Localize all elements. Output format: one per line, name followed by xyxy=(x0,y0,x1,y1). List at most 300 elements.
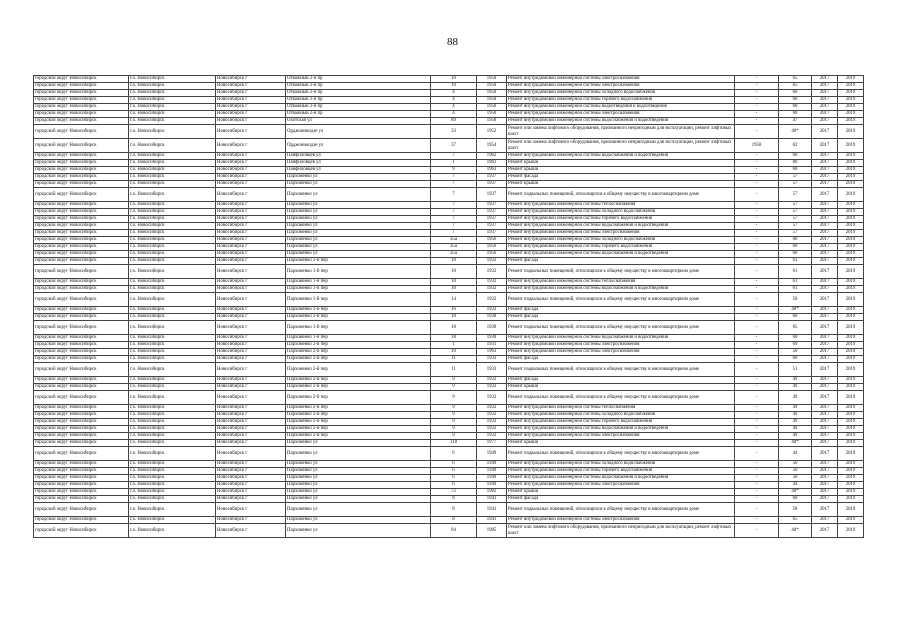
year-cell: 1933 xyxy=(477,356,507,363)
end-year-cell: 2019 xyxy=(838,321,864,335)
street-cell: Пархоменко ул xyxy=(286,181,431,188)
start-year-cell: 2017 xyxy=(812,139,838,153)
area-cell: - xyxy=(735,97,779,104)
work-cell: Ремонт фасада xyxy=(507,174,735,181)
end-year-cell: 2019 xyxy=(838,482,864,489)
house-cell: 6 xyxy=(431,475,477,482)
value-cell: 61 xyxy=(779,258,812,265)
house-cell: 9 xyxy=(431,384,477,391)
street-cell: Пархоменко 2-й пер xyxy=(286,377,431,384)
year-cell: 1956 xyxy=(477,244,507,251)
house-cell: 10 xyxy=(431,83,477,90)
area-cell: - xyxy=(735,279,779,286)
year-cell: 1956 xyxy=(477,237,507,244)
settlement-cell: г.о. Новосибирск xyxy=(129,461,216,468)
house-cell: 10 xyxy=(431,258,477,265)
work-cell: Ремонт внутридомовой инженерной системы электроснабжения xyxy=(507,76,735,83)
street-cell: Пархоменко ул xyxy=(286,475,431,482)
settlement-cell: г.о. Новосибирск xyxy=(129,223,216,230)
street-cell: Пархоменко 1-й пер xyxy=(286,314,431,321)
city-cell: Новосибирск г xyxy=(216,237,286,244)
end-year-cell: 2019 xyxy=(838,412,864,419)
area-cell: - xyxy=(735,111,779,118)
year-cell: 1958 xyxy=(477,118,507,125)
year-cell: 1937 xyxy=(477,209,507,216)
year-cell: 1941 xyxy=(477,503,507,517)
area-cell: - xyxy=(735,496,779,503)
start-year-cell: 2017 xyxy=(812,405,838,412)
street-cell: Пархоменко ул xyxy=(286,503,431,517)
end-year-cell: 2019 xyxy=(838,181,864,188)
year-cell: 1937 xyxy=(477,230,507,237)
start-year-cell: 2017 xyxy=(812,524,838,538)
end-year-cell: 2019 xyxy=(838,293,864,307)
area-cell: - xyxy=(735,76,779,83)
table-row xyxy=(34,391,864,405)
end-year-cell: 2019 xyxy=(838,153,864,160)
year-cell: 1937 xyxy=(477,181,507,188)
settlement-cell: г.о. Новосибирск xyxy=(129,76,216,83)
table-row xyxy=(34,384,864,391)
street-cell: Пархоменко ул xyxy=(286,440,431,447)
street-cell: Пархоменко ул xyxy=(286,251,431,258)
municipality-cell: городской округ Новосибирск xyxy=(34,153,129,160)
start-year-cell: 2017 xyxy=(812,286,838,293)
street-cell: Пархоменко 1-й пер xyxy=(286,321,431,335)
street-cell: Пархоменко ул xyxy=(286,216,431,223)
street-cell: Пархоменко 2-й пер xyxy=(286,342,431,349)
area-cell: - xyxy=(735,363,779,377)
end-year-cell: 2019 xyxy=(838,356,864,363)
settlement-cell: г.о. Новосибирск xyxy=(129,342,216,349)
end-year-cell: 2019 xyxy=(838,111,864,118)
area-cell: - xyxy=(735,342,779,349)
settlement-cell: г.о. Новосибирск xyxy=(129,412,216,419)
settlement-cell: г.о. Новосибирск xyxy=(129,433,216,440)
area-cell: - xyxy=(735,489,779,496)
start-year-cell: 2017 xyxy=(812,237,838,244)
start-year-cell: 2017 xyxy=(812,447,838,461)
street-cell: Пархоменко ул xyxy=(286,489,431,496)
municipality-cell: городской округ Новосибирск xyxy=(34,125,129,139)
city-cell: Новосибирск г xyxy=(216,174,286,181)
value-cell: 40* xyxy=(779,125,812,139)
area-cell: - xyxy=(735,83,779,90)
value-cell: 60 xyxy=(779,167,812,174)
municipality-cell: городской округ Новосибирск xyxy=(34,97,129,104)
work-cell: Ремонт подвальных помещений, относящихся к общему имуществу в многоквартирном доме xyxy=(507,503,735,517)
street-cell: Отважный 2-й пр xyxy=(286,111,431,118)
work-cell: Ремонт внутридомовой инженерной системы холодного водоснабжения xyxy=(507,209,735,216)
table-row xyxy=(34,181,864,188)
area-cell: - xyxy=(735,251,779,258)
end-year-cell: 2019 xyxy=(838,160,864,167)
table-row xyxy=(34,475,864,482)
table-row xyxy=(34,97,864,104)
value-cell: 60 xyxy=(779,251,812,258)
work-cell: Ремонт внутридомовой инженерной системы горячего водоснабжения xyxy=(507,244,735,251)
street-cell: Пархоменко 1-й пер xyxy=(286,307,431,314)
street-cell: Панфиловцев ул xyxy=(286,153,431,160)
house-cell: 11 xyxy=(431,356,477,363)
municipality-cell: городской округ Новосибирск xyxy=(34,237,129,244)
municipality-cell: городской округ Новосибирск xyxy=(34,482,129,489)
area-cell: - xyxy=(735,321,779,335)
value-cell: 65 xyxy=(779,83,812,90)
work-cell: Ремонт внутридомовой инженерной системы холодного водоснабжения xyxy=(507,237,735,244)
city-cell: Новосибирск г xyxy=(216,468,286,475)
end-year-cell: 2019 xyxy=(838,384,864,391)
house-cell: 14 xyxy=(431,293,477,307)
value-cell: 60 xyxy=(779,90,812,97)
municipality-cell: городской округ Новосибирск xyxy=(34,118,129,125)
settlement-cell: г.о. Новосибирск xyxy=(129,209,216,216)
value-cell: 40* xyxy=(779,524,812,538)
start-year-cell: 2017 xyxy=(812,356,838,363)
table-row xyxy=(34,160,864,167)
settlement-cell: г.о. Новосибирск xyxy=(129,377,216,384)
settlement-cell: г.о. Новосибирск xyxy=(129,181,216,188)
year-cell: 1933 xyxy=(477,363,507,377)
municipality-cell: городской округ Новосибирск xyxy=(34,524,129,538)
year-cell: 1932 xyxy=(477,405,507,412)
year-cell: 1937 xyxy=(477,188,507,202)
work-cell: Ремонт подвальных помещений, относящихся к общему имуществу в многоквартирном доме xyxy=(507,363,735,377)
end-year-cell: 2019 xyxy=(838,307,864,314)
house-cell: 7 xyxy=(431,230,477,237)
city-cell: Новосибирск г xyxy=(216,90,286,97)
settlement-cell: г.о. Новосибирск xyxy=(129,230,216,237)
municipality-cell: городской округ Новосибирск xyxy=(34,286,129,293)
municipality-cell: городской округ Новосибирск xyxy=(34,461,129,468)
house-cell: 1 xyxy=(431,342,477,349)
settlement-cell: г.о. Новосибирск xyxy=(129,349,216,356)
table-row xyxy=(34,426,864,433)
work-cell: Ремонт внутридомовой инженерной системы электроснабжения xyxy=(507,433,735,440)
area-cell: - xyxy=(735,244,779,251)
municipality-cell: городской округ Новосибирск xyxy=(34,76,129,83)
settlement-cell: г.о. Новосибирск xyxy=(129,524,216,538)
end-year-cell: 2019 xyxy=(838,90,864,97)
year-cell: 1950 xyxy=(477,76,507,83)
city-cell: Новосибирск г xyxy=(216,167,286,174)
street-cell: Панфиловцев ул xyxy=(286,160,431,167)
settlement-cell: г.о. Новосибирск xyxy=(129,517,216,524)
city-cell: Новосибирск г xyxy=(216,503,286,517)
work-cell: Ремонт крыши xyxy=(507,181,735,188)
value-cell: 51 xyxy=(779,363,812,377)
end-year-cell: 2019 xyxy=(838,503,864,517)
table-row xyxy=(34,342,864,349)
house-cell: 7 xyxy=(431,174,477,181)
settlement-cell: г.о. Новосибирск xyxy=(129,384,216,391)
city-cell: Новосибирск г xyxy=(216,426,286,433)
start-year-cell: 2017 xyxy=(812,482,838,489)
street-cell: Пархоменко ул xyxy=(286,524,431,538)
start-year-cell: 2017 xyxy=(812,363,838,377)
house-cell: 9 xyxy=(431,391,477,405)
work-cell: Ремонт внутридомовой инженерной системы водоснабжения и водоотведения xyxy=(507,286,735,293)
settlement-cell: г.о. Новосибирск xyxy=(129,118,216,125)
table-row xyxy=(34,286,864,293)
work-cell: Ремонт внутридомовой инженерной системы теплоснабжения xyxy=(507,202,735,209)
house-cell: 6 xyxy=(431,468,477,475)
year-cell: 1937 xyxy=(477,202,507,209)
municipality-cell: городской округ Новосибирск xyxy=(34,335,129,342)
table-row xyxy=(34,363,864,377)
start-year-cell: 2017 xyxy=(812,223,838,230)
house-cell: 18 xyxy=(431,321,477,335)
work-cell: Ремонт внутридомовой инженерной системы водоотведения и водоотведения xyxy=(507,104,735,111)
house-cell: 11 xyxy=(431,363,477,377)
settlement-cell: г.о. Новосибирск xyxy=(129,279,216,286)
house-cell: 8 xyxy=(431,503,477,517)
street-cell: Пархоменко 2-й пер xyxy=(286,356,431,363)
area-cell: - xyxy=(735,412,779,419)
city-cell: Новосибирск г xyxy=(216,405,286,412)
city-cell: Новосибирск г xyxy=(216,447,286,461)
table-row xyxy=(34,433,864,440)
value-cell: 50 xyxy=(779,475,812,482)
municipality-cell: городской округ Новосибирск xyxy=(34,356,129,363)
street-cell: Орджоникидзе ул xyxy=(286,125,431,139)
table-row xyxy=(34,524,864,538)
work-cell: Ремонт крыши xyxy=(507,160,735,167)
work-cell: Ремонт подвальных помещений, относящихся к общему имуществу в многоквартирном доме xyxy=(507,447,735,461)
house-cell: 35а xyxy=(431,251,477,258)
settlement-cell: г.о. Новосибирск xyxy=(129,447,216,461)
year-cell: 1937 xyxy=(477,174,507,181)
start-year-cell: 2017 xyxy=(812,412,838,419)
table-row xyxy=(34,139,864,153)
value-cell: 50 xyxy=(779,293,812,307)
city-cell: Новосибирск г xyxy=(216,286,286,293)
year-cell: 1963 xyxy=(477,167,507,174)
city-cell: Новосибирск г xyxy=(216,125,286,139)
work-cell: Ремонт внутридомовой инженерной системы водоснабжения и водоотведения xyxy=(507,335,735,342)
city-cell: Новосибирск г xyxy=(216,412,286,419)
year-cell: 1932 xyxy=(477,286,507,293)
value-cell: 50 xyxy=(779,468,812,475)
value-cell: 49 xyxy=(779,384,812,391)
table-row xyxy=(34,104,864,111)
street-cell: Пархоменко 2-й пер xyxy=(286,405,431,412)
area-cell: - xyxy=(735,209,779,216)
work-cell: Ремонт внутридомовой инженерной системы водоснабжения и водоотведения xyxy=(507,118,735,125)
municipality-cell: городской округ Новосибирск xyxy=(34,419,129,426)
year-cell: 1949 xyxy=(477,447,507,461)
end-year-cell: 2019 xyxy=(838,314,864,321)
start-year-cell: 2017 xyxy=(812,265,838,279)
value-cell: 65 xyxy=(779,76,812,83)
value-cell: 61 xyxy=(779,286,812,293)
value-cell: 69 xyxy=(779,342,812,349)
municipality-cell: городской округ Новосибирск xyxy=(34,139,129,153)
municipality-cell: городской округ Новосибирск xyxy=(34,251,129,258)
street-cell: Пархоменко ул xyxy=(286,174,431,181)
area-cell: - xyxy=(735,104,779,111)
street-cell: Пархоменко 2-й пер xyxy=(286,363,431,377)
start-year-cell: 2017 xyxy=(812,202,838,209)
value-cell: 60 xyxy=(779,111,812,118)
table-row xyxy=(34,496,864,503)
settlement-cell: г.о. Новосибирск xyxy=(129,174,216,181)
city-cell: Новосибирск г xyxy=(216,391,286,405)
year-cell: 1952 xyxy=(477,125,507,139)
settlement-cell: г.о. Новосибирск xyxy=(129,405,216,412)
start-year-cell: 2017 xyxy=(812,153,838,160)
value-cell: 65 xyxy=(779,517,812,524)
year-cell: 1937 xyxy=(477,216,507,223)
start-year-cell: 2017 xyxy=(812,342,838,349)
year-cell: 1932 xyxy=(477,265,507,279)
year-cell: 1949 xyxy=(477,475,507,482)
year-cell: 1961 xyxy=(477,160,507,167)
city-cell: Новосибирск г xyxy=(216,244,286,251)
end-year-cell: 2019 xyxy=(838,265,864,279)
start-year-cell: 2017 xyxy=(812,426,838,433)
year-cell: 1962 xyxy=(477,153,507,160)
value-cell: 40* xyxy=(779,489,812,496)
municipality-cell: городской округ Новосибирск xyxy=(34,209,129,216)
value-cell: 40* xyxy=(779,440,812,447)
end-year-cell: 2019 xyxy=(838,244,864,251)
year-cell: 1937 xyxy=(477,223,507,230)
city-cell: Новосибирск г xyxy=(216,251,286,258)
area-cell: - xyxy=(735,349,779,356)
value-cell: 49 xyxy=(779,433,812,440)
end-year-cell: 2019 xyxy=(838,83,864,90)
street-cell: Пархоменко ул xyxy=(286,244,431,251)
work-cell: Ремонт внутридомовой инженерной системы электроснабжения xyxy=(507,349,735,356)
house-cell: 8 xyxy=(431,517,477,524)
work-cell: Ремонт или замена лифтового оборудования, признанного непригодным для эксплуатации, ремонт лифтовых шахт xyxy=(507,524,735,538)
house-cell: 10 xyxy=(431,265,477,279)
area-cell: - xyxy=(735,426,779,433)
table-row xyxy=(34,349,864,356)
municipality-cell: городской округ Новосибирск xyxy=(34,349,129,356)
work-cell: Ремонт фасада xyxy=(507,496,735,503)
street-cell: Пархоменко ул xyxy=(286,237,431,244)
start-year-cell: 2017 xyxy=(812,216,838,223)
start-year-cell: 2017 xyxy=(812,468,838,475)
city-cell: Новосибирск г xyxy=(216,97,286,104)
work-cell: Ремонт внутридомовой инженерной системы водоснабжения и водоотведения xyxy=(507,223,735,230)
work-cell: Ремонт внутридомовой инженерной системы горячего водоснабжения xyxy=(507,419,735,426)
end-year-cell: 2019 xyxy=(838,468,864,475)
settlement-cell: г.о. Новосибирск xyxy=(129,216,216,223)
value-cell: 60 xyxy=(779,244,812,251)
city-cell: Новосибирск г xyxy=(216,230,286,237)
end-year-cell: 2019 xyxy=(838,223,864,230)
house-cell: 6 xyxy=(431,447,477,461)
year-cell: 1950 xyxy=(477,97,507,104)
value-cell: 57 xyxy=(779,202,812,209)
street-cell: Отважный 2-й пр xyxy=(286,76,431,83)
start-year-cell: 2017 xyxy=(812,244,838,251)
work-cell: Ремонт внутридомовой инженерной системы электроснабжения xyxy=(507,517,735,524)
area-cell: - xyxy=(735,125,779,139)
year-cell: 1932 xyxy=(477,258,507,265)
value-cell: 65 xyxy=(779,321,812,335)
municipality-cell: городской округ Новосибирск xyxy=(34,188,129,202)
street-cell: Пархоменко ул xyxy=(286,223,431,230)
city-cell: Новосибирск г xyxy=(216,153,286,160)
street-cell: Пархоменко ул xyxy=(286,461,431,468)
street-cell: Орджоникидзе ул xyxy=(286,139,431,153)
year-cell: 1963 xyxy=(477,349,507,356)
start-year-cell: 2017 xyxy=(812,475,838,482)
start-year-cell: 2017 xyxy=(812,307,838,314)
city-cell: Новосибирск г xyxy=(216,209,286,216)
work-cell: Ремонт внутридомовой инженерной системы электроснабжения xyxy=(507,230,735,237)
page-number: 88 xyxy=(447,36,458,48)
house-cell: 35а xyxy=(431,244,477,251)
area-cell: - xyxy=(735,433,779,440)
street-cell: Пархоменко ул xyxy=(286,517,431,524)
settlement-cell: г.о. Новосибирск xyxy=(129,167,216,174)
work-cell: Ремонт подвальных помещений, относящихся к общему имуществу в многоквартирном доме xyxy=(507,391,735,405)
start-year-cell: 2017 xyxy=(812,251,838,258)
city-cell: Новосибирск г xyxy=(216,419,286,426)
start-year-cell: 2017 xyxy=(812,391,838,405)
work-cell: Ремонт подвальных помещений, относящихся к общему имуществу в многоквартирном доме xyxy=(507,265,735,279)
start-year-cell: 2017 xyxy=(812,167,838,174)
street-cell: Пархоменко ул xyxy=(286,230,431,237)
house-cell: 72 xyxy=(431,489,477,496)
house-cell: 118 xyxy=(431,440,477,447)
area-cell: - xyxy=(735,524,779,538)
house-cell: 35а xyxy=(431,237,477,244)
settlement-cell: г.о. Новосибирск xyxy=(129,496,216,503)
table-row xyxy=(34,202,864,209)
settlement-cell: г.о. Новосибирск xyxy=(129,307,216,314)
table-row xyxy=(34,153,864,160)
municipality-cell: городской округ Новосибирск xyxy=(34,447,129,461)
area-cell: 1950 xyxy=(735,139,779,153)
table-row xyxy=(34,244,864,251)
work-cell: Ремонт внутридомовой инженерной системы горячего водоснабжения xyxy=(507,468,735,475)
table-row xyxy=(34,118,864,125)
table-body xyxy=(34,76,864,538)
settlement-cell: г.о. Новосибирск xyxy=(129,125,216,139)
city-cell: Новосибирск г xyxy=(216,118,286,125)
year-cell: 1932 xyxy=(477,426,507,433)
municipality-cell: городской округ Новосибирск xyxy=(34,489,129,496)
city-cell: Новосибирск г xyxy=(216,440,286,447)
house-cell: 7 xyxy=(431,209,477,216)
year-cell: 1941 xyxy=(477,496,507,503)
municipality-cell: городской округ Новосибирск xyxy=(34,230,129,237)
area-cell: - xyxy=(735,265,779,279)
year-cell: 1985 xyxy=(477,524,507,538)
work-cell: Ремонт фасада xyxy=(507,258,735,265)
end-year-cell: 2019 xyxy=(838,230,864,237)
municipality-cell: городской округ Новосибирск xyxy=(34,293,129,307)
municipality-cell: городской округ Новосибирск xyxy=(34,405,129,412)
area-cell: - xyxy=(735,202,779,209)
area-cell: - xyxy=(735,216,779,223)
end-year-cell: 2019 xyxy=(838,202,864,209)
value-cell: 60 xyxy=(779,104,812,111)
start-year-cell: 2017 xyxy=(812,496,838,503)
year-cell: 1932 xyxy=(477,377,507,384)
work-cell: Ремонт внутридомовой инженерной системы электроснабжения xyxy=(507,342,735,349)
end-year-cell: 2019 xyxy=(838,104,864,111)
start-year-cell: 2017 xyxy=(812,111,838,118)
year-cell: 1954 xyxy=(477,139,507,153)
start-year-cell: 2017 xyxy=(812,188,838,202)
